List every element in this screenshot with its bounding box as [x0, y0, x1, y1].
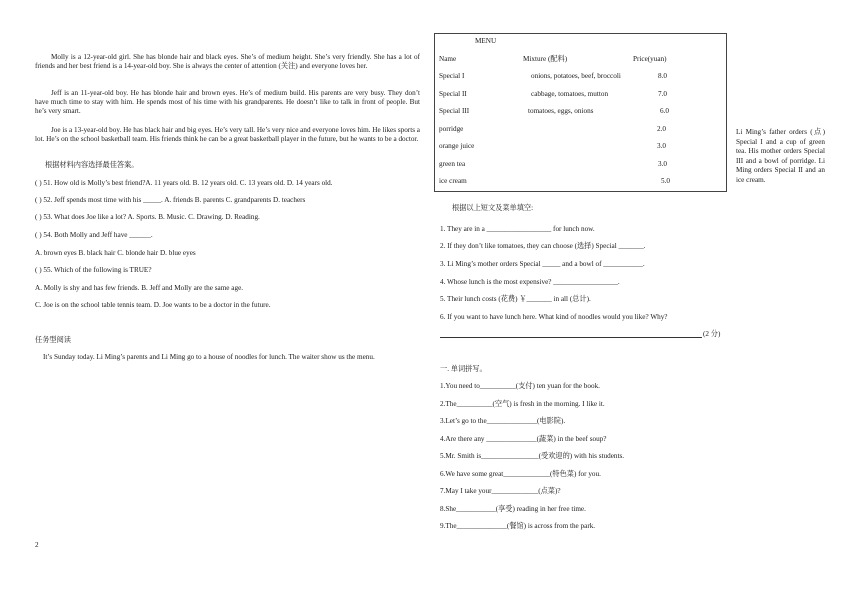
- passage-text: Molly is a 12-year-old girl. She has blonde hair and black eyes. She’s of medium height. She’s very friendly. She has a lot of friends and her best friend is a 14-year-old boy. She is always the center of attention (关注) and everyone loves her.: [35, 53, 420, 70]
- fill-question-6: 6. If you want to have lunch here. What kind of noodles would you like? Why?: [440, 313, 668, 321]
- spelling-item: 7.May I take your_____________(点菜)?: [440, 487, 561, 495]
- menu-item-price: 8.0: [658, 72, 667, 80]
- spelling-item: 9.The______________(餐馆) is across from the park.: [440, 522, 596, 530]
- menu-item-name: orange juice: [439, 142, 475, 150]
- menu-item-name: green tea: [439, 160, 466, 168]
- question-54-options: A. brown eyes B. black hair C. blonde hair D. blue eyes: [35, 249, 196, 257]
- question-54: ( ) 54. Both Molly and Jeff have ______.: [35, 231, 153, 239]
- question-51: ( ) 51. How old is Molly’s best friend?A. 11 years old. B. 12 years old. C. 13 years old. D. 14 years old.: [35, 179, 333, 187]
- menu-table: [434, 33, 727, 192]
- menu-item-name: porridge: [439, 125, 464, 133]
- menu-item-mixture: onions, potatoes, beef, broccoli: [531, 72, 621, 80]
- menu-header-mixture: Mixture (配料): [523, 55, 568, 63]
- spelling-item: 3.Let’s go to the______________(电影院).: [440, 417, 566, 425]
- menu-item-price: 3.0: [657, 142, 666, 150]
- task-intro: [35, 353, 420, 362]
- menu-item-name: ice cream: [439, 177, 467, 185]
- question-55-options-cd: C. Joe is on the school table tennis team. D. Joe wants to be a doctor in the future.: [35, 301, 271, 309]
- passage-paragraph-jeff: [35, 89, 420, 116]
- spelling-item: 6.We have some great_____________(特色菜) for you.: [440, 470, 601, 478]
- question-53: ( ) 53. What does Joe like a lot? A. Sports. B. Music. C. Drawing. D. Reading.: [35, 213, 260, 221]
- side-note-orders: Li Ming’s father orders (点) Special I and a cup of green tea. His mother orders Special III and a bowl of porridge. Li Ming orders Special II and an ice cream.: [736, 128, 825, 184]
- menu-item-mixture: tomatoes, eggs, onions: [528, 107, 594, 115]
- passage-text: Joe is a 13-year-old boy. He has black hair and big eyes. He’s very tall. He’s very nice and everyone loves him. He likes sports a lot. He’s on the school basketball team. His friends think he can be a great basketball player in the future, but he wants to be a doctor.: [35, 126, 420, 143]
- menu-item-name: Special II: [439, 90, 467, 98]
- fill-question-6-score: (2 分): [703, 330, 721, 338]
- spelling-item: 8.She___________(享受) reading in her free time.: [440, 505, 586, 513]
- passage-text: Jeff is an 11-year-old boy. He has blonde hair and brown eyes. He’s of medium build. His parents are very busy. They don’t have much time to stay with him. He spends most of his time with his grandparents. He doesn’t like to talk in front of people. But he’s very smart.: [35, 89, 420, 115]
- menu-item-price: 6.0: [660, 107, 669, 115]
- spelling-item: 2.The__________(空气) is fresh in the morning. I like it.: [440, 400, 605, 408]
- menu-item-mixture: cabbage, tomatoes, mutton: [531, 90, 609, 98]
- menu-item-price: 3.0: [658, 160, 667, 168]
- page-number: 2: [35, 541, 39, 549]
- menu-item-price: 7.0: [658, 90, 667, 98]
- task-intro-text: It’s Sunday today. Li Ming’s parents and Li Ming go to a house of noodles for lunch. The waiter show us the menu.: [43, 353, 375, 361]
- fill-question-3: 3. Li Ming’s mother orders Special _____ and a bowl of ___________.: [440, 260, 645, 268]
- menu-header-name: Name: [439, 55, 457, 63]
- menu-item-price: 5.0: [661, 177, 670, 185]
- question-52: ( ) 52. Jeff spends most time with his _____. A. friends B. parents C. grandparents D. teachers: [35, 196, 306, 204]
- menu-title: MENU: [475, 37, 497, 45]
- task-reading-heading: 任务型阅读: [35, 336, 71, 344]
- menu-header-price: Price(yuan): [633, 55, 667, 63]
- spelling-item: 1.You need to__________(支付) ten yuan for the book.: [440, 382, 600, 390]
- fill-question-5: 5. Their lunch costs (花费) ￥_______ in all (总计).: [440, 295, 591, 303]
- answer-line: [440, 337, 702, 338]
- fill-question-1: 1. They are in a __________________ for lunch now.: [440, 225, 595, 233]
- question-55: ( ) 55. Which of the following is TRUE?: [35, 266, 152, 274]
- passage-paragraph-molly: [35, 53, 420, 71]
- menu-item-name: Special III: [439, 107, 470, 115]
- fill-question-2: 2. If they don’t like tomatoes, they can choose (选择) Special _______.: [440, 242, 646, 250]
- fill-question-4: 4. Whose lunch is the most expensive? __________________.: [440, 278, 620, 286]
- fill-instruction: 根据以上短文及菜单填空:: [452, 204, 534, 212]
- spelling-heading: 一. 单词拼写。: [440, 365, 487, 373]
- question-55-options-ab: A. Molly is shy and has few friends. B. Jeff and Molly are the same age.: [35, 284, 244, 292]
- menu-item-price: 2.0: [657, 125, 666, 133]
- menu-item-name: Special I: [439, 72, 465, 80]
- reading-instruction: 根据材料内容选择最佳答案。: [45, 161, 139, 169]
- spelling-item: 4.Are there any ______________(蔬菜) in the beef soup?: [440, 435, 607, 443]
- spelling-item: 5.Mr. Smith is________________(受欢迎的) with his students.: [440, 452, 625, 460]
- passage-paragraph-joe: [35, 126, 420, 144]
